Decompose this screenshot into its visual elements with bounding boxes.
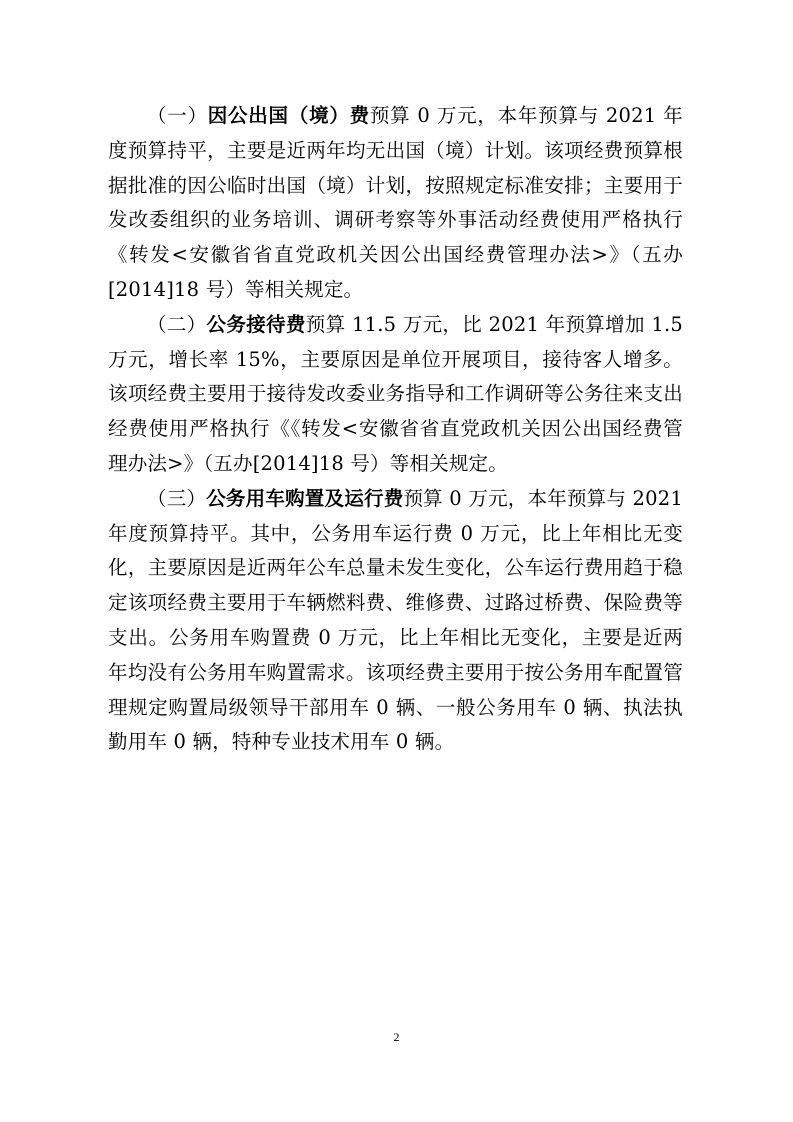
paragraph-prefix: （二） <box>147 312 207 336</box>
paragraph-heading: 因公出国（境）费 <box>207 104 370 127</box>
paragraph-prefix: （一） <box>147 104 208 127</box>
document-body <box>108 99 683 760</box>
page-number: 2 <box>393 1030 400 1044</box>
paragraph-official-vehicles <box>108 482 683 760</box>
paragraph-prefix: （三） <box>147 486 207 510</box>
paragraph-text: 预算 11.5 万元，比 2021 年预算增加 1.5 万元，增长率 15%，主要原因是单位开展项目，接待客人增多。该项经费主要用于接待发改委业务指导和工作调研等公务往来支出经费使用严格执行《《转发<安徽省省直党政机关因公出国经费管理办法>》（五办[2014]18 号）等相关规定。 <box>108 312 683 475</box>
paragraph-heading: 公务接待费 <box>206 312 306 336</box>
paragraph-official-reception <box>108 308 683 482</box>
paragraph-official-overseas-travel <box>108 99 683 308</box>
paragraph-text: 预算 0 万元，本年预算与 2021 年度预算持平，主要是近两年均无出国（境）计划。该项经费预算根据批准的因公临时出国（境）计划，按照规定标准安排；主要用于发改委组织的业务培训、调研考察等外事活动经费使用严格执行《转发<安徽省省直党政机关因公出国经费管理办法>》（五办[2014]18 号）等相关规定。 <box>108 104 683 301</box>
paragraph-heading: 公务用车购置及运行费 <box>206 486 404 510</box>
paragraph-text: 预算 0 万元，本年预算与 2021 年度预算持平。其中，公务用车运行费 0 万元，比上年相比无变化，主要原因是近两年公车总量未发生变化，公车运行费用趋于稳定该项经费主要用于车辆燃料费、维修费、过路过桥费、保险费等支出。公务用车购置费 0 万元，比上年相比无变化，主要是近两年均没有公务用车购置需求。该项经费主要用于按公务用车配置管理规定购置局级领导干部用车 0 辆、一般公务用车 0 辆、执法执勤用车 0 辆，特种专业技术用车 0 辆。 <box>108 486 683 754</box>
